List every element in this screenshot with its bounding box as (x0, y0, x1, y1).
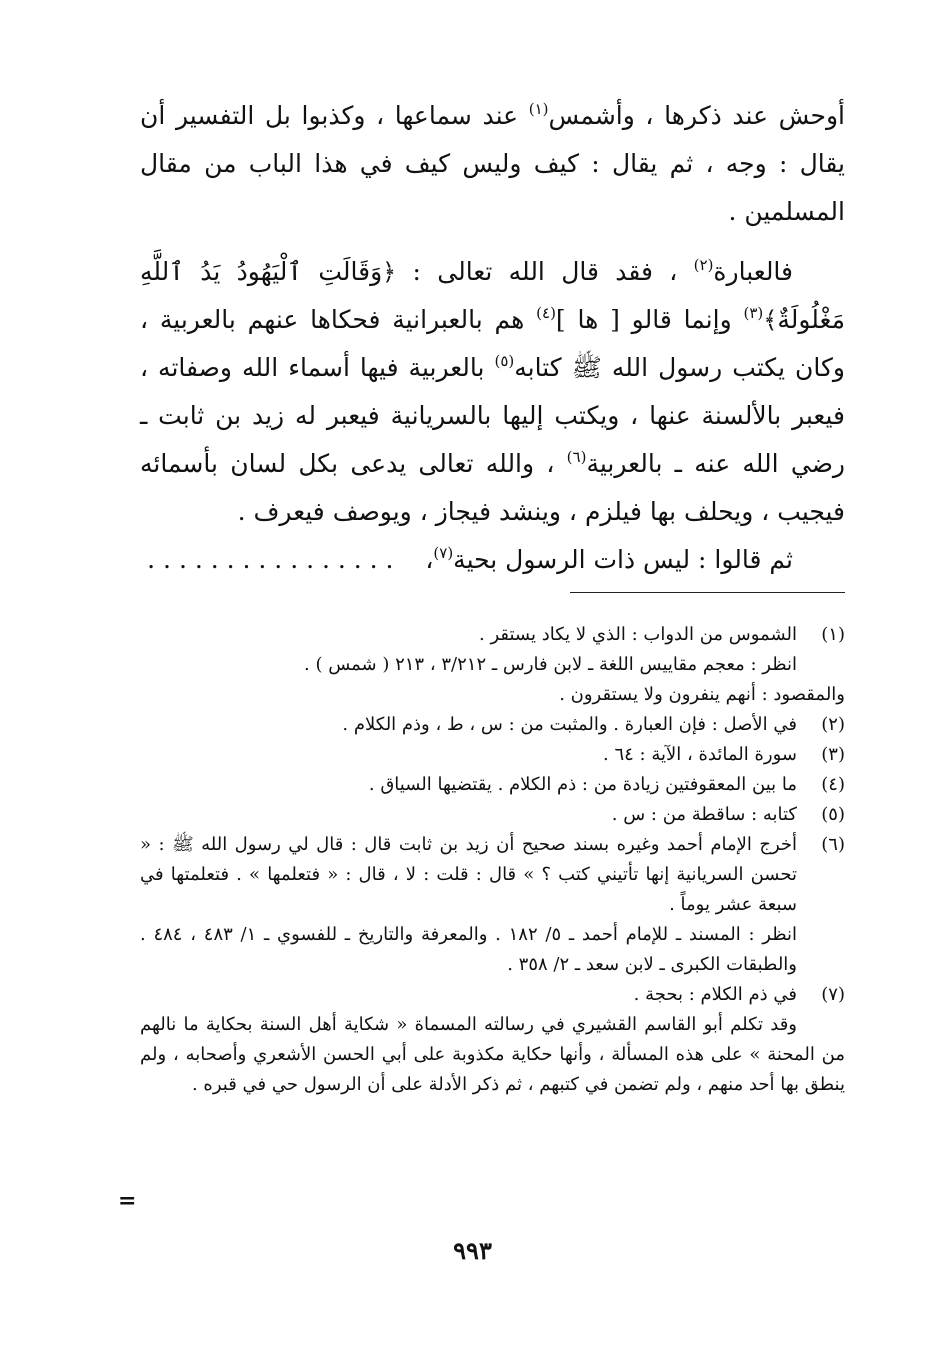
footnote-line: والمقصود : أنهم ينفرون ولا يستقرون . (559, 684, 845, 705)
footnote-3 (140, 740, 845, 770)
footnote-number: (٥) (821, 804, 845, 825)
footnote-body: في الأصل : فإن العبارة . والمثبت من : س ، ط ، وذم الكلام . (342, 714, 797, 735)
footnote-line: وقد تكلم أبو القاسم القشيري في رسالته المسماة « شكاية أهل السنة بحكاية ما نالهم من المحنة » على هذه المسألة ، وأنها حكاية مكذوبة على أبي الحسن الأشعري وأصحابه ، ولم ينطق بها أحد منهم ، ولم تضمن في كتبهم ، ثم ذكر الأدلة على أن الرسول حي في قبره . (140, 1014, 845, 1095)
text-run: بالعربية فيها أسماء الله وصفاته ، فيعبر بالألسنة عنها ، ويكتب إليها بالسريانية فيعبر له زيد بن ثابت ـ رضي الله عنه ـ بالعربية (140, 353, 846, 478)
paragraph-2 (140, 248, 845, 536)
footnote-number: (٣) (821, 744, 845, 765)
footnote-5 (140, 800, 845, 830)
text-run: عند سماعها ، وكذبوا بل التفسير أن يقال : وجه ، ثم يقال : كيف وليس كيف في هذا الباب من مقال المسلمين . (140, 101, 845, 226)
page-number: ٩٩٣ (453, 1236, 492, 1265)
footnote-4 (140, 770, 845, 800)
quran-verse: وَقَالَتِ ٱلْيَهُودُ يَدُ ٱللَّهِ مَغْلُولَةٌ (140, 257, 845, 334)
footnote-number: (٧) (821, 984, 845, 1005)
text-run: وإنما قالو [ ها ] (555, 305, 744, 334)
paragraph-3 (140, 536, 845, 584)
footnote-body (140, 620, 797, 650)
footnote-number: (٦) (821, 834, 845, 855)
footnote-number: (٤) (821, 774, 845, 795)
footnote-number: (٢) (821, 714, 845, 735)
footnote-ref-4[interactable]: (٤) (536, 304, 556, 322)
footnote-line: أخرج الإمام أحمد وغيره بسند صحيح أن زيد بن ثابت قال : قال لي رسول الله ﷺ : « تحسن السريانية إنها تأتيني كتب ؟ » قال : قلت : لا ، قال : « فتعلمها » . فتعلمتها في سبعة عشر يوماً . (140, 834, 797, 915)
footnote-ref-7[interactable]: (٧) (433, 544, 454, 562)
footnote-7 (140, 980, 845, 1010)
footnote-ref-3[interactable]: (٣) (743, 304, 764, 322)
footnote-separator (570, 592, 845, 593)
footnote-line: انظر : معجم مقاييس اللغة ـ لابن فارس ـ ٣/٢١٢ ، ٢١٣ ( شمس ) . (304, 654, 797, 675)
footnote-line: انظر : المسند ـ للإمام أحمد ـ ٥/ ١٨٢ . والمعرفة والتاريخ ـ للفسوي ـ ١/ ٤٨٣ ، ٤٨٤ . والطبقات الكبرى ـ لابن سعد ـ ٢/ ٣٥٨ . (140, 924, 797, 975)
text-run: ثم قالوا : ليس ذات الرسول بحية (453, 545, 793, 574)
footnote-6 (140, 830, 845, 980)
footnote-ref-6[interactable]: (٦) (566, 448, 587, 466)
footnote-number: (١) (821, 624, 845, 645)
text-run: هم بالعبرانية فحكاها عنهم بالعربية ، وكان يكتب رسول الله ﷺ كتابه (140, 305, 845, 382)
footnote-body: سورة المائدة ، الآية : ٦٤ . (603, 744, 797, 765)
footnote-body: ما بين المعقوفتين زيادة من : ذم الكلام . يقتضيها السياق . (368, 774, 797, 795)
continuation-mark: = (118, 1188, 137, 1214)
footnote-body (140, 830, 797, 980)
text-run: فالعبارة (713, 257, 793, 286)
text-run: ، (425, 545, 434, 574)
text-run: أوحش عند ذكرها ، وأشمس (548, 101, 845, 130)
quran-close-bracket: ﴾ (763, 306, 778, 334)
quran-open-bracket: ﴿ (382, 258, 397, 286)
text-run: ، والله تعالى يدعى بكل لسان بأسمائه فيجيب ، ويحلف بها فيلزم ، وينشد فيجاز ، ويوصف فيعرف . (140, 449, 845, 526)
footnote-line: الشموس من الدواب : الذي لا يكاد يستقر . (479, 624, 797, 645)
text-run: ، فقد قال الله تعالى : (396, 257, 694, 286)
footnote-ref-2[interactable]: (٢) (693, 256, 714, 274)
footnote-1 (140, 620, 845, 650)
main-text (140, 92, 845, 584)
footnote-body: كتابه : ساقطة من : س . (611, 804, 797, 825)
footnote-2 (140, 710, 845, 740)
footnotes (140, 620, 845, 1100)
footnote-ref-1[interactable]: (١) (528, 100, 549, 118)
footnote-ref-5[interactable]: (٥) (494, 352, 515, 370)
ellipsis-dots: . . . . . . . . . . . . . . . . (147, 545, 394, 574)
paragraph-1 (140, 92, 845, 236)
footnote-body: في ذم الكلام : بحجة . (633, 984, 797, 1005)
